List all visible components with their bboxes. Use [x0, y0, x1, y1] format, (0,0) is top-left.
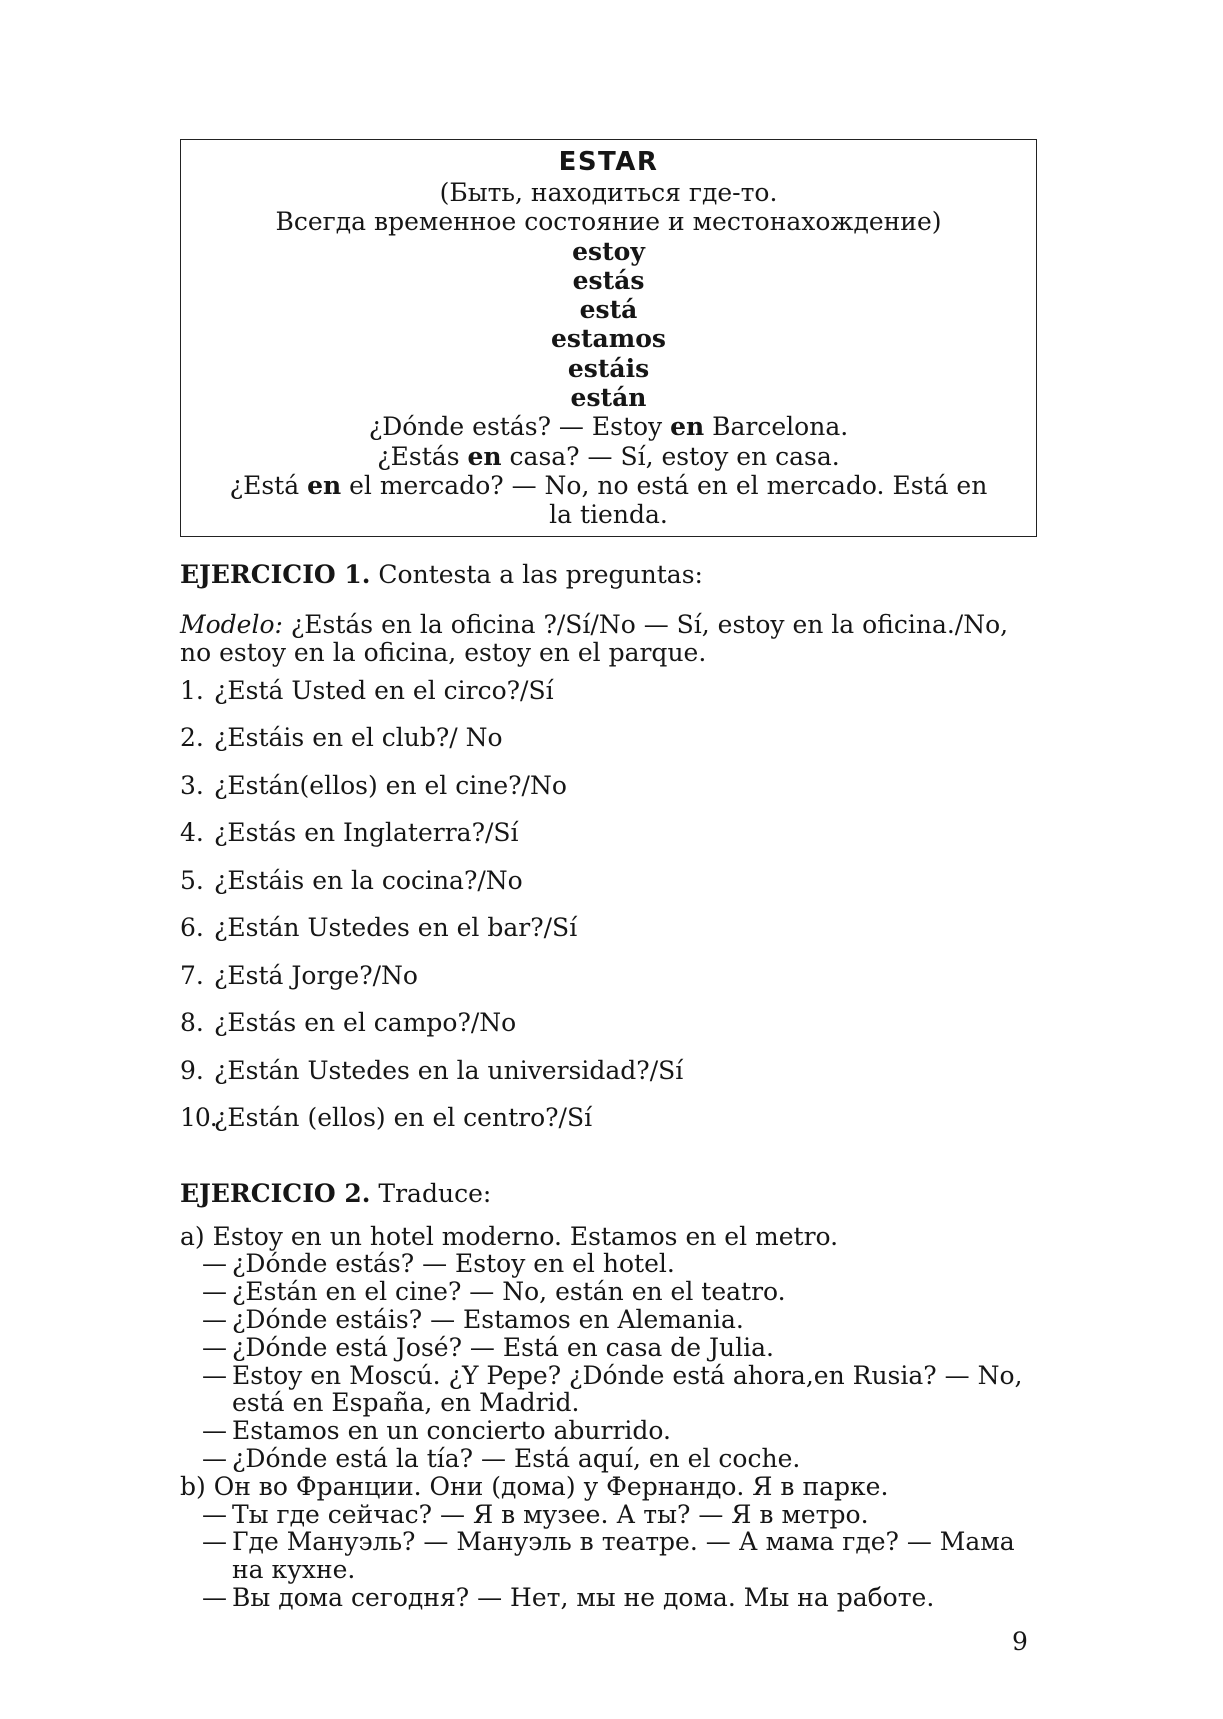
page-content: [180, 139, 1037, 1612]
question-item: 4. ¿Estás en Inglaterra?/Sí: [180, 818, 519, 848]
question-item: 1. ¿Está Usted en el circo?/Sí: [180, 675, 554, 705]
grammar-example: ¿Estás en casa? — Sí, estoy en casa.: [377, 441, 840, 471]
page-number: 9: [1012, 1627, 1028, 1656]
exercise-2-heading: [180, 1179, 1037, 1209]
grammar-box: [180, 139, 1037, 537]
exercise-1-label: EJERCICIO 1.: [180, 559, 371, 589]
question-item: 9. ¿Están Ustedes en la universidad?/Sí: [180, 1055, 684, 1085]
question-item: 7. ¿Está Jorge?/No: [180, 960, 418, 990]
conjugation-form: está: [579, 295, 638, 325]
exercise-1-model: [180, 611, 1037, 667]
exercise-2-label: EJERCICIO 2.: [180, 1178, 371, 1208]
grammar-example: ¿Dónde estás? — Estoy en Barcelona.: [368, 412, 849, 442]
exercise-1-heading: [180, 560, 1037, 590]
exercise-1-instruction: Contesta a las preguntas:: [370, 559, 703, 589]
exercise-2-body: [180, 1223, 1037, 1612]
conjugation-form: están: [570, 383, 647, 413]
model-text: ¿Estás en la oficina ?/Sí/No — Sí, estoy en la oficina./No, no estoy en la oficina, estoy en el parque.: [180, 609, 1009, 667]
grammar-example-tail: la tienda.: [549, 500, 668, 530]
exercise-2-instruction: Traduce:: [370, 1178, 492, 1208]
conjugation-form: estáis: [567, 353, 650, 383]
question-item: 5. ¿Estáis en la cocina?/No: [180, 865, 523, 895]
dialogue-line: — Вы дома сегодня? — Нет, мы не дома. Мы на работе.: [202, 1582, 935, 1612]
grammar-example: ¿Está en el mercado? — No, no está en el mercado. Está en: [229, 470, 988, 500]
dialogue-line: — Estamos en un concierto aburrido.: [202, 1416, 671, 1446]
part-a-intro: a) Estoy en un hotel moderno. Estamos en el metro.: [180, 1221, 839, 1251]
grammar-box-title: ESTAR: [558, 147, 659, 177]
question-item: 3. ¿Están(ellos) en el cine?/No: [180, 770, 567, 800]
dialogue-line: — ¿Dónde estáis? — Estamos en Alemania.: [202, 1304, 744, 1334]
dialogue-line: — ¿Dónde está José? — Está en casa de Julia.: [202, 1332, 774, 1362]
question-item: 8. ¿Estás en el campo?/No: [180, 1008, 517, 1038]
dialogue-line: — Где Мануэль? — Мануэль в театре. — А мама где? — Мама на кухне.: [202, 1527, 1015, 1585]
conjugation-form: estamos: [551, 324, 666, 354]
question-item: 10. ¿Están (ellos) en el centro?/Sí: [180, 1103, 593, 1133]
grammar-box-subtitle-1: (Быть, находиться где-то.: [439, 178, 778, 207]
conjugation-form: estás: [572, 265, 645, 295]
model-label: Modelo:: [180, 609, 283, 639]
conjugation-form: estoy: [572, 236, 645, 266]
dialogue-line: — Estoy en Moscú. ¿Y Pepe? ¿Dónde está ahora,en Rusia? — No, está en España, en Madrid.: [202, 1360, 1023, 1418]
dialogue-line: — ¿Dónde estás? — Estoy en el hotel.: [202, 1249, 675, 1279]
question-item: 2. ¿Estáis en el club?/ No: [180, 723, 503, 753]
dialogue-line: — Ты где сейчас? — Я в музее. А ты? — Я в метро.: [202, 1499, 869, 1529]
dialogue-line: — ¿Dónde está la tía? — Está aquí, en el coche.: [202, 1443, 801, 1473]
part-b-intro: b) Он во Франции. Они (дома) у Фернандо. Я в парке.: [180, 1471, 889, 1501]
grammar-box-subtitle-2: Всегда временное состояние и местонахождение): [275, 207, 942, 237]
dialogue-line: — ¿Están en el cine? — No, están en el teatro.: [202, 1277, 786, 1307]
exercise-1-questions: [180, 676, 1037, 1151]
question-item: 6. ¿Están Ustedes en el bar?/Sí: [180, 913, 578, 943]
